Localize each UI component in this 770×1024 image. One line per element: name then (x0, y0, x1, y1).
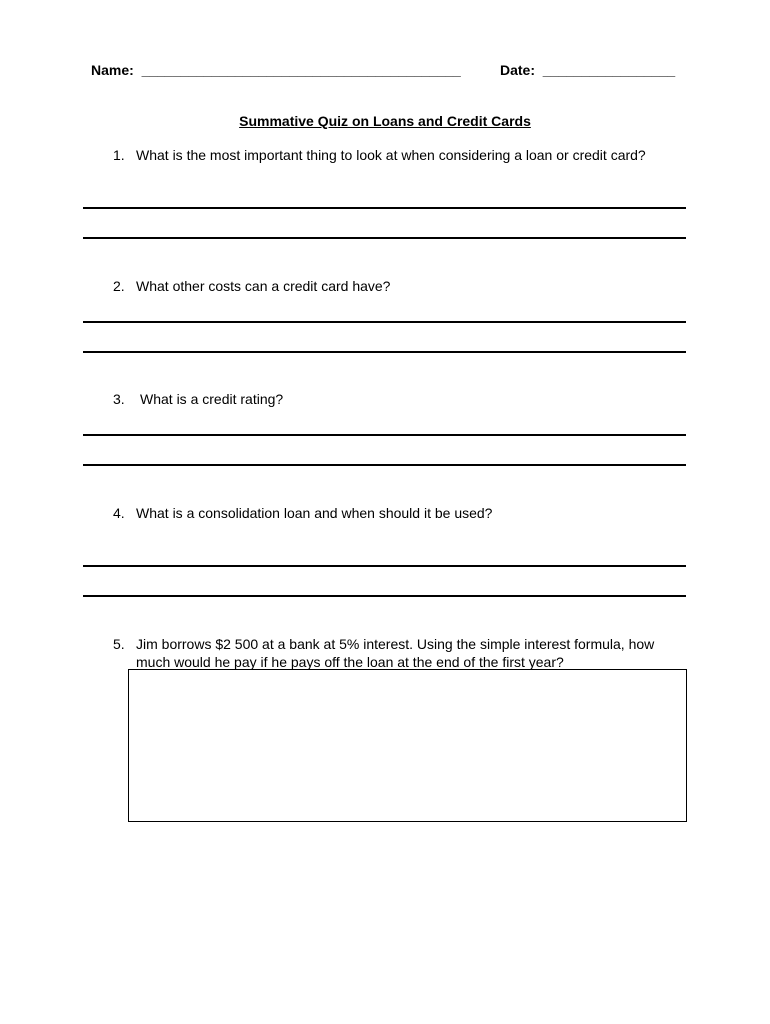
question-4 (113, 504, 673, 522)
answer-line[interactable] (83, 321, 686, 323)
question-text: What other costs can a credit card have? (136, 278, 391, 294)
question-3 (113, 390, 673, 408)
answer-line[interactable] (83, 565, 686, 567)
date-label: Date: (500, 62, 536, 78)
answer-line[interactable] (83, 595, 686, 597)
page-title: Summative Quiz on Loans and Credit Cards (239, 113, 531, 129)
question-number: 5. (113, 636, 125, 652)
question-text: What is a consolidation loan and when should it be used? (136, 505, 493, 521)
name-blank[interactable]: _________________________________________ (141, 62, 461, 78)
question-number: 1. (113, 147, 125, 163)
question-2 (113, 277, 673, 295)
answer-line[interactable] (83, 237, 686, 239)
answer-line[interactable] (83, 207, 686, 209)
date-field[interactable] (500, 62, 675, 78)
answer-line[interactable] (83, 434, 686, 436)
question-number: 3. (113, 391, 125, 407)
question-text: What is a credit rating? (140, 391, 284, 407)
question-number: 2. (113, 278, 125, 294)
question-text: Jim borrows $2 500 at a bank at 5% interest. Using the simple interest formula, how much would he pay if he pays off the loan at the end of the first year? (136, 636, 655, 670)
question-1 (113, 146, 673, 164)
answer-box[interactable] (128, 669, 687, 822)
date-blank[interactable]: _________________ (542, 62, 676, 78)
name-field[interactable] (91, 62, 461, 78)
name-label: Name: (91, 62, 134, 78)
answer-line[interactable] (83, 464, 686, 466)
question-number: 4. (113, 505, 125, 521)
question-5 (113, 635, 673, 671)
answer-line[interactable] (83, 351, 686, 353)
question-text: What is the most important thing to look at when considering a loan or credit card? (136, 147, 646, 163)
